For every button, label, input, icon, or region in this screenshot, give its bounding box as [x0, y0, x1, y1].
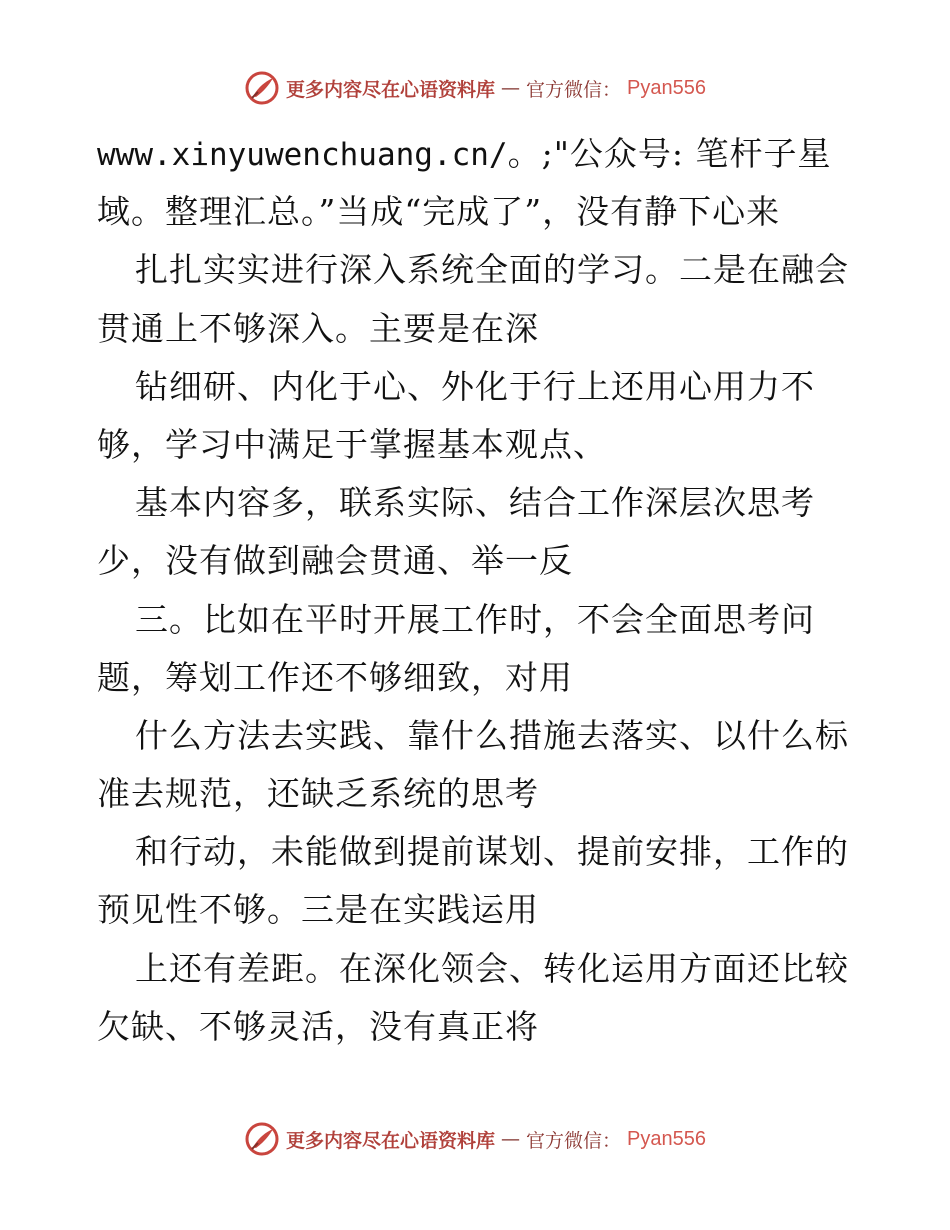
header-title: 更多内容尽在心语资料库: [286, 78, 496, 101]
quill-logo-icon: [244, 70, 280, 106]
body-line-3: 贯通上不够深入。主要是在深: [97, 308, 539, 348]
footer-wechat-label: 官方微信：: [526, 1129, 622, 1152]
footer-separator: —: [501, 1128, 521, 1150]
body-line-1: 域。整理汇总。”当成“完成了”，没有静下心来: [97, 192, 781, 232]
body-line-5: 够，学习中满足于掌握基本观点、: [97, 424, 607, 464]
body-line-10: 什么方法去实践、靠什么措施去落实、以什么标: [135, 715, 849, 755]
body-line-7: 少，没有做到融会贯通、举一反: [97, 541, 573, 581]
url-text: www.xinyuwenchuang.cn/: [97, 137, 508, 173]
body-line-14: 上还有差距。在深化领会、转化运用方面还比较: [135, 948, 849, 988]
body-line-8: 三。比如在平时开展工作时，不会全面思考问: [135, 599, 815, 639]
body-line-12: 和行动，未能做到提前谋划、提前安排，工作的: [135, 832, 849, 872]
document-body: [97, 125, 857, 1056]
footer-banner: [0, 1121, 950, 1157]
body-line-13: 预见性不够。三是在实践运用: [97, 890, 539, 930]
body-line-15: 欠缺、不够灵活，没有真正将: [97, 1006, 539, 1046]
url-suffix: 。;"公众号: 笔杆子星: [507, 134, 832, 173]
header-wechat-label: 官方微信：: [526, 78, 622, 101]
header-wechat-id: Pyan556: [627, 76, 706, 99]
body-line-6: 基本内容多，联系实际、结合工作深层次思考: [135, 483, 815, 523]
header-banner: [0, 70, 950, 106]
body-line-0: [97, 125, 857, 183]
body-line-4: 钻细研、内化于心、外化于行上还用心用力不: [135, 366, 815, 406]
header-separator: —: [501, 77, 521, 99]
body-line-2: 扎扎实实进行深入系统全面的学习。二是在融会: [135, 250, 849, 290]
quill-logo-icon: [244, 1121, 280, 1157]
body-line-11: 准去规范，还缺乏系统的思考: [97, 774, 539, 814]
body-line-9: 题，筹划工作还不够细致，对用: [97, 657, 573, 697]
footer-wechat-id: Pyan556: [627, 1127, 706, 1150]
footer-title: 更多内容尽在心语资料库: [286, 1129, 496, 1152]
